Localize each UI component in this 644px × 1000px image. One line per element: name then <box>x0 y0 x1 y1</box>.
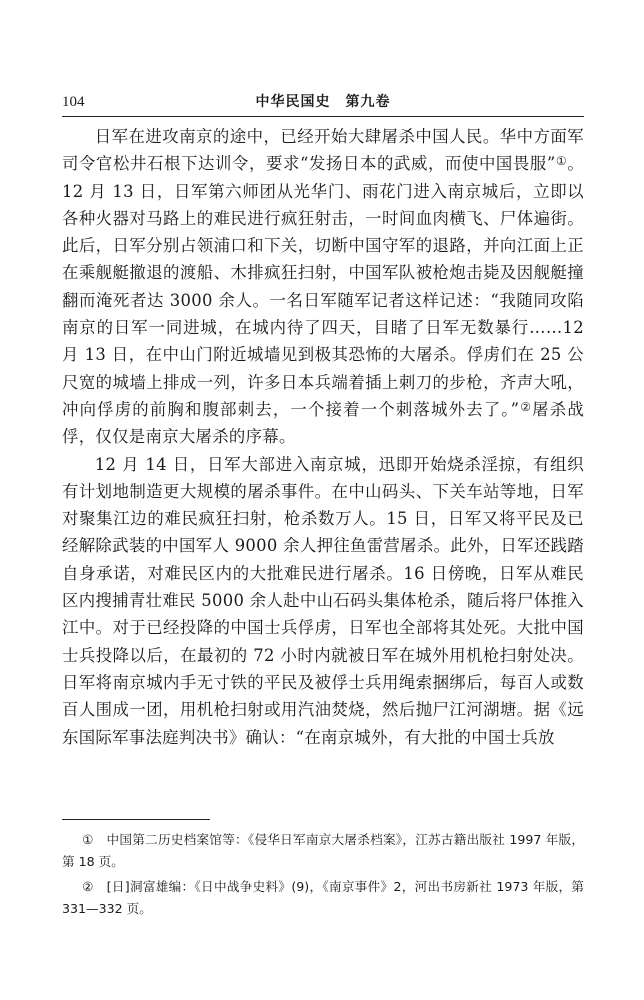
footnote-ref-1: ① <box>555 154 568 169</box>
body-text <box>62 123 584 751</box>
paragraph-1-text-a: 日军在进攻南京的途中，已经开始大肆屠杀中国人民。华中方面军司令官松井石根下达训令，要求“发扬日本的武威，而使中国畏服” <box>62 127 584 174</box>
paragraph-1-text-b: 。12 月 13 日，日军第六师团从光华门、雨花门进入南京城后，立即以各种火器对马路上的难民进行疯狂射击，一时间血肉横飞、尸体遍街。此后，日军分别占领浦口和下关，切断中国守军的退路，并向江面上正在乘舰艇撤退的渡船、木排疯狂扫射，中国军队被枪炮击毙及因舰艇撞翻而淹死者达 3000 余人。一名日军随军记者这样记述：“我随同攻陷南京的日军一同进城，在城内待了四天，目睹了日军无数暴行……12 月 13 日，在中山门附近城墙见到极其恐怖的大屠杀。俘虏们在 25 公尺宽的城墙上排成一列，许多日本兵端着插上刺刀的步枪，齐声大吼，冲向俘虏的前胸和腹部刺去，一个接着一个刺落城外去了。” <box>62 154 585 419</box>
running-title: 中华民国史 第九卷 <box>255 94 391 110</box>
footnote-rule <box>62 819 210 820</box>
footnotes <box>62 829 584 923</box>
footnote-ref-2: ② <box>519 399 533 414</box>
page-number: 104 <box>62 94 85 110</box>
paragraph-1 <box>62 123 584 451</box>
footnote-1: ① 中国第二历史档案馆等：《侵华日军南京大屠杀档案》，江苏古籍出版社 1997 年版，第 18 页。 <box>62 832 584 869</box>
page-header <box>62 92 584 114</box>
paragraph-2: 12 月 14 日，日军大部进入南京城，迅即开始烧杀淫掠，有组织有计划地制造更大规模的屠杀事件。在中山码头、下关车站等地，日军对聚集江边的难民疯狂扫射，枪杀数万人。15 日，日军又将平民及已经解除武装的中国军人 9000 余人押往鱼雷营屠杀。此外，日军还践踏自身承诺，对难民区内的大批难民进行屠杀。16 日傍晚，日军从难民区内搜捕青壮难民 5000 余人赴中山石码头集体枪杀，随后将尸体推入江中。对于已经投降的中国士兵俘虏，日军也全部将其处死。大批中国士兵投降以后，在最初的 72 小时内就被日军在城外用机枪扫射处决。日军将南京城内手无寸铁的平民及被俘士兵用绳索捆绑后，每百人或数百人围成一团，用机枪扫射或用汽油焚烧，然后抛尸江河湖塘。据《远东国际军事法庭判决书》确认：“在南京城外，有大批的中国士兵放 <box>62 454 584 747</box>
footnote-2: ② [日]洞富雄编：《日中战争史料》(9)，《南京事件》2，河出书房新社 1973 年版，第 331—332 页。 <box>62 879 584 916</box>
paragraph-1-text-c: 屠杀战俘，仅仅是南京大屠杀的序幕。 <box>62 399 585 447</box>
header-rule <box>62 116 584 117</box>
